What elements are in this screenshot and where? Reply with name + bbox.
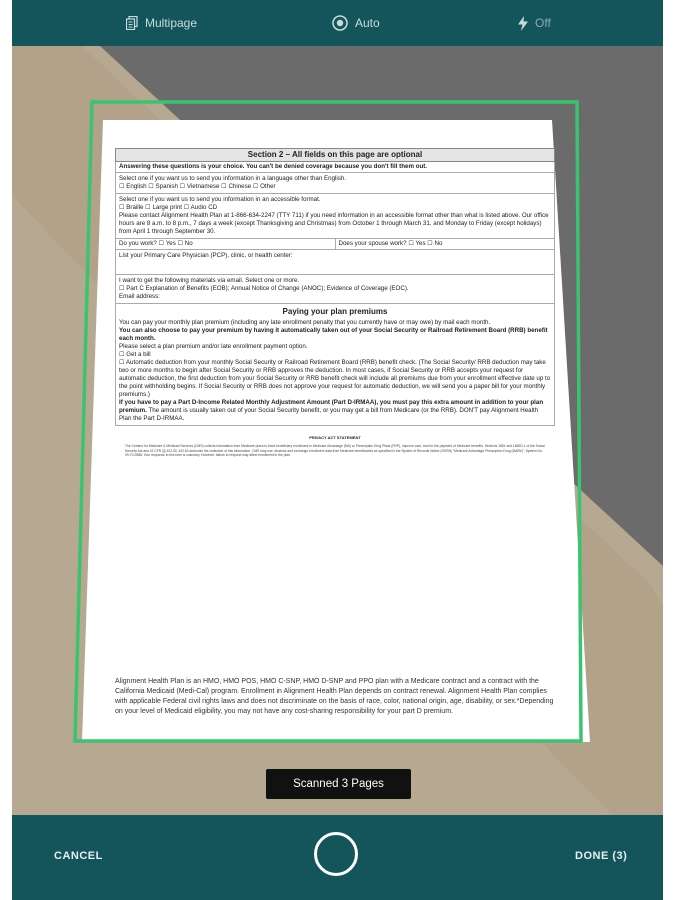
format-prompt: Select one if you want us to send you information in an accessible format.	[119, 196, 321, 203]
option-auto-deduction: ☐ Automatic deduction from your monthly Social Security or Railroad Retirement Board (RRB) benefit check. (The Social Security/ RRB deduction may take two or more months to begin after Social Security or RRB approves the deduction. In most cases, if Social Security or RRB accepts your request for automatic deduction, the first deduction from your Social Security or RRB benefit check will include all premiums due from your enrollment effective date up to the point withholding begins. If Social Security or RRB does not approve your request for automatic deduction, we will send you a paper bill for your monthly premiums.)	[119, 359, 551, 398]
multipage-label: Multipage	[145, 16, 198, 30]
done-button[interactable]: DONE (3)	[575, 850, 628, 862]
language-field	[115, 173, 555, 194]
format-options: ☐ Braille ☐ Large print ☐ Audio CD	[119, 204, 218, 211]
premiums-auto-text: You can also choose to pay your premium by having it automatically taken out of your Social Security or Railroad Retirement Board (RRB) benefit each month.	[119, 327, 548, 342]
format-field	[115, 194, 555, 239]
scanner-screen	[12, 0, 663, 900]
privacy-title: PRIVACY ACT STATEMENT	[309, 435, 361, 440]
language-prompt: Select one if you want us to send you information in a language other than English.	[119, 175, 347, 182]
multipage-toggle[interactable]	[126, 0, 197, 46]
flash-icon	[518, 16, 528, 31]
document-footer: Alignment Health Plan is an HMO, HMO POS, HMO C-SNP, HMO D-SNP and PPO plan with a Medicare contract and a contract with the California Medicaid (Medi-Cal) program. Enrollment in Alignment Health Plan depends on contract renewal. Alignment Health Plan complies with applicable Federal civil rights laws and does not discriminate on the basis of race, color, national origin, age, disability, or sex.*Depending on your level of Medicaid eligibility, you may not have any cost-sharing responsibility for your part D premium.	[115, 678, 554, 715]
document-form	[115, 148, 555, 458]
language-options: ☐ English ☐ Spanish ☐ Vietnamese ☐ Chinese ☐ Other	[119, 183, 276, 190]
shutter-button[interactable]	[314, 832, 358, 876]
section-intro: Answering these questions is your choice. You can't be denied coverage because you don't fill them out.	[115, 162, 555, 173]
auto-label: Auto	[355, 16, 380, 30]
irmaa-rest: The amount is usually taken out of your Social Security benefit, or you may get a bill from Medicare (or the RRB). DON'T pay Alignment Health Plan the Part D-IRMAA.	[119, 407, 539, 422]
option-bill: ☐ Get a bill	[119, 351, 151, 358]
premiums-title: Paying your plan premiums	[282, 307, 388, 316]
work-question: Do you work? ☐ Yes ☐ No	[119, 240, 193, 247]
contact-text: Please contact Alignment Health Plan at 1-866-634-2247 (TTY 711) if you need information in an accessible format other than what is listed above. Our office hours are 8 a.m. to 8 p.m., 7 days a week (except Thanksgiving and Christmas) from October 1 through March 31, and Monday to Friday (except holidays) from April 1 through September 30.	[119, 212, 549, 235]
work-row	[115, 239, 555, 250]
top-toolbar	[12, 0, 663, 46]
premiums-select: Please select a plan premium and/or late enrollment payment option.	[119, 343, 308, 350]
email-field	[115, 275, 555, 304]
email-address: Email address:	[119, 293, 160, 300]
cancel-button[interactable]: CANCEL	[54, 850, 103, 862]
auto-icon	[332, 15, 348, 31]
premiums-section	[115, 304, 555, 426]
email-options: ☐ Part C Explanation of Benefits (EOB); Annual Notice of Change (ANOC); Evidence of Coverage (EOC).	[119, 285, 409, 292]
scan-count-toast: Scanned 3 Pages	[266, 769, 411, 799]
section-title: Section 2 – All fields on this page are optional	[115, 148, 555, 162]
pcp-field	[115, 250, 555, 275]
flash-label: Off	[535, 16, 551, 30]
premiums-text: You can pay your monthly plan premium (including any late enrollment penalty that you currently have or may owe) by mail each month.	[119, 319, 491, 326]
email-prompt: I want to get the following materials via email. Select one or more.	[119, 277, 300, 284]
multipage-icon	[126, 16, 138, 30]
privacy-body: The Centers for Medicare & Medicaid Services (CMS) collects information from Medicare plans to track beneficiary enrollment in Medicare Advantage (MA) or Prescription Drug Plans (PDP), improve care, and for the payment of Medicare benefits. Sections 1851 and 1860D-1 of the Social Security Act and 42 CFR §§ 422.50, 422.60 authorize the collection of this information. CMS may use, disclose and exchange enrollment data from Medicare beneficiaries as specified in the System of Records Notice (SORN) “Medicare Advantage Prescription Drug (MARx)”, System No. 09-70-0588. Your response to this form is voluntary. However, failure to respond may affect enrollment in the plan.	[125, 444, 545, 457]
auto-capture-toggle[interactable]	[332, 0, 380, 46]
irmaa-bold: If you have to pay a Part D-Income Related Monthly Adjustment Amount (Part D-IRMAA), you must pay this extra amount in addition to your plan premium.	[119, 399, 544, 414]
pcp-label: List your Primary Care Physician (PCP), clinic, or health center:	[119, 252, 293, 259]
flash-toggle[interactable]	[518, 0, 551, 46]
spouse-question: Does your spouse work? ☐ Yes ☐ No	[335, 239, 555, 249]
irmaa-text	[119, 399, 551, 423]
